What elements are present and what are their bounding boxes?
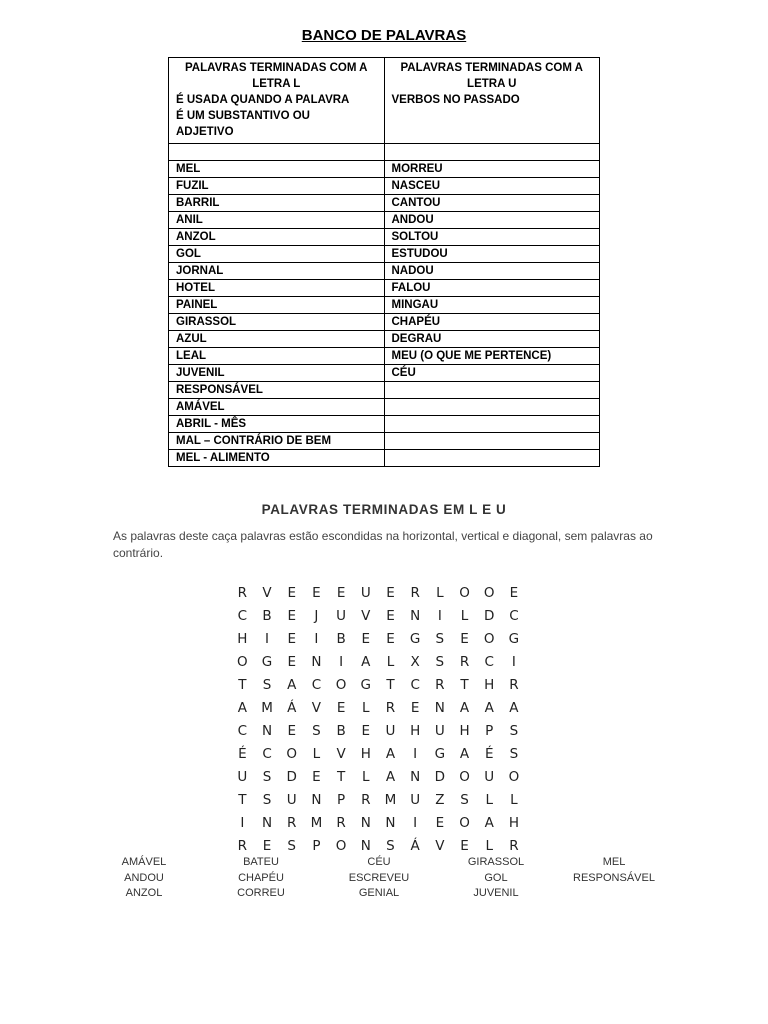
grid-row (230, 581, 526, 604)
word-letter-u: DEGRAU (384, 331, 600, 348)
grid-cell[interactable]: N (261, 814, 273, 831)
grid-cell[interactable]: Z (435, 791, 445, 808)
grid-cell[interactable]: S (509, 722, 519, 739)
grid-cell[interactable]: C (410, 676, 420, 693)
puzzle-title: PALAVRAS TERMINADAS EM L E U (261, 502, 507, 517)
grid-cell[interactable]: C (484, 653, 494, 670)
grid-cell[interactable]: B (336, 630, 346, 647)
grid-row (230, 811, 526, 834)
grid-cell[interactable]: X (410, 653, 420, 670)
word-letter-l: GOL (169, 246, 385, 263)
grid-cell[interactable]: P (485, 722, 494, 739)
grid-row (230, 788, 526, 811)
grid-cell[interactable]: A (509, 699, 519, 716)
grid-cell[interactable]: O (459, 584, 470, 601)
grid-row (230, 696, 526, 719)
grid-cell[interactable]: N (385, 814, 396, 831)
grid-cell[interactable]: L (312, 745, 321, 762)
word-letter-u: ESTUDOU (384, 246, 600, 263)
grid-cell[interactable]: L (362, 699, 370, 716)
grid-cell[interactable]: I (240, 814, 245, 831)
grid-cell[interactable]: E (460, 837, 469, 854)
grid-cell[interactable]: A (385, 745, 396, 762)
word-item: GOL (484, 871, 508, 884)
grid-cell[interactable]: N (360, 837, 371, 854)
grid-cell[interactable]: P (337, 791, 346, 808)
grid-row (230, 742, 526, 765)
table-row (169, 161, 600, 178)
word-item: RESPONSÁVEL (573, 871, 655, 884)
grid-cell[interactable]: N (434, 699, 445, 716)
table-row (169, 229, 600, 246)
word-letter-u: ANDOU (384, 212, 600, 229)
word-letter-u (384, 450, 600, 467)
table-row (169, 246, 600, 263)
grid-cell[interactable]: N (360, 814, 371, 831)
word-letter-l: JORNAL (169, 263, 385, 280)
word-letter-u (384, 399, 600, 416)
grid-cell[interactable]: L (362, 768, 370, 785)
grid-cell[interactable]: O (459, 768, 470, 785)
grid-cell[interactable]: E (336, 584, 346, 601)
grid-cell[interactable]: A (484, 814, 494, 831)
table-row (169, 450, 600, 467)
word-letter-l: ANIL (169, 212, 385, 229)
grid-cell[interactable]: S (262, 791, 272, 808)
word-item: AMÁVEL (121, 856, 167, 868)
grid-cell[interactable]: O (459, 814, 470, 831)
table-row (169, 280, 600, 297)
word-letter-l: MAL – CONTRÁRIO DE BEM (169, 433, 385, 450)
grid-cell[interactable]: E (287, 584, 296, 601)
grid-cell[interactable]: R (237, 837, 248, 854)
grid-row (230, 834, 526, 857)
word-letter-u: SOLTOU (384, 229, 600, 246)
word-letter-l: MEL - ALIMENTO (169, 450, 385, 467)
grid-cell[interactable]: A (361, 653, 371, 670)
grid-cell[interactable]: H (484, 676, 495, 693)
grid-cell[interactable]: E (287, 607, 296, 624)
grid-cell[interactable]: E (386, 584, 395, 601)
grid-cell[interactable]: E (386, 607, 395, 624)
grid-cell[interactable]: E (435, 814, 445, 831)
table-row (169, 399, 600, 416)
grid-cell[interactable]: O (508, 768, 520, 785)
grid-cell[interactable]: S (509, 745, 519, 762)
word-letter-u: CHAPÉU (384, 314, 600, 331)
grid-cell[interactable]: C (262, 745, 272, 762)
grid-cell[interactable]: E (460, 630, 469, 647)
grid-cell[interactable]: O (483, 584, 495, 601)
header-l-sub-3: ADJETIVO (176, 126, 234, 138)
word-item: MEL (602, 856, 626, 868)
word-item: GENIAL (358, 887, 400, 899)
grid-cell[interactable]: O (483, 630, 495, 647)
grid-cell[interactable]: T (386, 676, 395, 693)
grid-cell[interactable]: S (312, 722, 321, 739)
grid-cell[interactable]: R (336, 814, 346, 831)
word-letter-u: NADOU (384, 263, 600, 280)
header-u-sub: VERBOS NO PASSADO (391, 94, 520, 106)
word-letter-l: LEAL (169, 348, 385, 365)
grid-cell[interactable]: Á (410, 837, 420, 854)
grid-cell[interactable]: N (410, 768, 421, 785)
grid-cell[interactable]: U (360, 584, 371, 601)
word-letter-u: CÉU (384, 365, 600, 382)
grid-cell[interactable]: A (459, 745, 470, 762)
grid-cell[interactable]: B (336, 722, 346, 739)
header-u-title: PALAVRAS TERMINADAS COM A LETRA U (400, 62, 583, 90)
grid-cell[interactable]: H (508, 814, 519, 831)
word-letter-u: MEU (O QUE ME PERTENCE) (384, 348, 600, 365)
grid-cell[interactable]: N (410, 607, 421, 624)
grid-row (230, 627, 526, 650)
grid-cell[interactable]: G (434, 745, 446, 762)
word-letter-l: RESPONSÁVEL (169, 382, 385, 399)
word-letter-u: MORREU (384, 161, 600, 178)
grid-cell[interactable]: S (287, 837, 296, 854)
grid-cell[interactable]: U (336, 607, 347, 624)
grid-cell[interactable]: E (386, 630, 395, 647)
word-letter-l: AZUL (169, 331, 385, 348)
grid-cell[interactable]: I (339, 653, 344, 670)
grid-cell[interactable]: C (237, 722, 248, 739)
word-bank-table (168, 57, 600, 467)
word-letter-l: PAINEL (169, 297, 385, 314)
word-letter-l: ABRIL - MÊS (169, 416, 385, 433)
grid-cell[interactable]: H (237, 630, 248, 647)
table-header-row (169, 58, 600, 144)
grid-cell[interactable]: C (509, 607, 519, 624)
grid-cell[interactable]: G (409, 630, 421, 647)
grid-cell[interactable]: E (361, 630, 371, 647)
word-search-grid (230, 581, 526, 857)
grid-cell[interactable]: M (310, 814, 323, 831)
grid-cell[interactable]: O (335, 837, 347, 854)
grid-cell[interactable]: S (262, 676, 272, 693)
word-item: ESCREVEU (348, 871, 410, 884)
grid-cell[interactable]: A (237, 699, 247, 716)
table-row (169, 195, 600, 212)
grid-cell[interactable]: U (286, 791, 297, 808)
grid-cell[interactable]: I (413, 745, 418, 762)
table-row (169, 416, 600, 433)
header-letter-u (384, 58, 600, 144)
table-row (169, 365, 600, 382)
grid-cell[interactable]: N (261, 722, 273, 739)
table-row (169, 178, 600, 195)
grid-cell[interactable]: O (237, 653, 248, 670)
word-letter-u: CANTOU (384, 195, 600, 212)
word-letter-u (384, 433, 600, 450)
word-column (201, 855, 321, 902)
grid-cell[interactable]: L (485, 837, 493, 854)
grid-cell[interactable]: E (312, 584, 321, 601)
grid-cell[interactable]: H (410, 722, 421, 739)
grid-cell[interactable]: M (261, 699, 273, 716)
grid-cell[interactable]: G (360, 676, 372, 693)
grid-cell[interactable]: L (485, 791, 493, 808)
grid-cell[interactable]: S (435, 653, 445, 670)
grid-cell[interactable]: I (511, 653, 516, 670)
grid-cell[interactable]: D (484, 607, 495, 624)
word-letter-l: FUZIL (169, 178, 385, 195)
word-item: CÉU (367, 856, 391, 868)
grid-cell[interactable]: E (262, 837, 272, 854)
word-item: GIRASSOL (467, 856, 525, 868)
grid-cell[interactable]: N (311, 653, 322, 670)
grid-cell[interactable]: A (459, 699, 470, 716)
grid-cell[interactable]: M (384, 791, 397, 808)
grid-cell[interactable]: D (286, 768, 297, 785)
header-l-sub-1: É USADA QUANDO A PALAVRA (176, 94, 350, 106)
table-row (169, 144, 600, 161)
grid-cell[interactable]: E (287, 653, 296, 670)
grid-row (230, 650, 526, 673)
grid-cell[interactable]: U (484, 768, 495, 785)
grid-cell[interactable]: T (238, 676, 247, 693)
puzzle-instructions: As palavras deste caça palavras estão escondidas na horizontal, vertical e diagonal, sem palavras ao contrário. (113, 529, 653, 560)
word-item: BATEU (243, 856, 279, 868)
word-item: ANZOL (125, 887, 163, 899)
grid-row (230, 765, 526, 788)
grid-cell[interactable]: V (435, 837, 445, 854)
grid-cell[interactable]: E (336, 699, 346, 716)
grid-cell[interactable]: R (509, 837, 519, 854)
grid-cell[interactable]: E (287, 722, 296, 739)
word-letter-u (384, 416, 600, 433)
grid-cell[interactable]: J (314, 607, 319, 624)
grid-cell[interactable]: R (435, 676, 445, 693)
word-letter-l: ANZOL (169, 229, 385, 246)
grid-cell[interactable]: I (437, 607, 442, 624)
word-item: CHAPÉU (238, 871, 284, 884)
grid-cell[interactable]: L (460, 607, 469, 624)
header-l-title: PALAVRAS TERMINADAS COM A LETRA L (184, 62, 368, 90)
header-l-sub-2: É UM SUBSTANTIVO OU (176, 110, 310, 122)
grid-cell[interactable]: B (262, 607, 272, 624)
header-letter-l (169, 58, 385, 144)
word-letter-l (169, 144, 385, 161)
word-item: CORREU (237, 887, 285, 899)
grid-cell[interactable]: G (508, 630, 520, 647)
grid-cell[interactable]: V (311, 699, 322, 716)
grid-cell[interactable]: R (410, 584, 420, 601)
grid-cell[interactable]: D (434, 768, 446, 785)
grid-cell[interactable]: C (237, 607, 248, 624)
grid-cell[interactable]: H (459, 722, 470, 739)
word-letter-l: AMÁVEL (169, 399, 385, 416)
grid-cell[interactable]: T (460, 676, 469, 693)
word-letter-l: HOTEL (169, 280, 385, 297)
grid-cell[interactable]: L (386, 653, 395, 670)
word-item: JUVENIL (473, 887, 519, 899)
word-column (84, 855, 204, 902)
word-letter-u: FALOU (384, 280, 600, 297)
word-column (554, 855, 674, 886)
grid-cell[interactable]: T (238, 791, 247, 808)
word-letter-l: JUVENIL (169, 365, 385, 382)
word-column (319, 855, 439, 902)
grid-row (230, 604, 526, 627)
grid-cell[interactable]: E (361, 722, 371, 739)
table-row (169, 382, 600, 399)
grid-cell[interactable]: R (361, 791, 371, 808)
grid-cell[interactable]: E (509, 584, 519, 601)
grid-cell[interactable]: A (385, 768, 396, 785)
grid-cell[interactable]: N (311, 791, 322, 808)
grid-cell[interactable]: T (336, 768, 346, 785)
grid-cell[interactable]: O (335, 676, 347, 693)
table-row (169, 263, 600, 280)
grid-cell[interactable]: Á (287, 699, 297, 716)
grid-cell[interactable]: I (314, 630, 319, 647)
grid-cell[interactable]: S (460, 791, 469, 808)
table-row (169, 212, 600, 229)
grid-cell[interactable]: S (386, 837, 395, 854)
grid-cell[interactable]: H (360, 745, 371, 762)
grid-cell[interactable]: V (336, 745, 346, 762)
word-letter-l: GIRASSOL (169, 314, 385, 331)
grid-cell[interactable]: O (286, 745, 298, 762)
word-letter-l: MEL (169, 161, 385, 178)
table-row (169, 297, 600, 314)
grid-cell[interactable]: A (287, 676, 297, 693)
word-letter-u: NASCEU (384, 178, 600, 195)
grid-cell[interactable]: R (459, 653, 470, 670)
grid-cell[interactable]: É (484, 745, 494, 762)
grid-cell[interactable]: U (237, 768, 248, 785)
grid-cell[interactable]: I (265, 630, 270, 647)
table-row (169, 433, 600, 450)
page-title: BANCO DE PALAVRAS (301, 27, 467, 44)
table-row (169, 348, 600, 365)
table-row (169, 331, 600, 348)
grid-cell[interactable]: R (509, 676, 519, 693)
grid-cell[interactable]: S (262, 768, 272, 785)
grid-cell[interactable]: U (385, 722, 396, 739)
grid-cell[interactable]: L (510, 791, 518, 808)
word-letter-u: MINGAU (384, 297, 600, 314)
grid-cell[interactable]: P (312, 837, 321, 854)
grid-cell[interactable]: I (413, 814, 418, 831)
word-item: ANDOU (124, 871, 164, 884)
grid-row (230, 719, 526, 742)
grid-cell[interactable]: R (287, 814, 297, 831)
word-letter-l: BARRIL (169, 195, 385, 212)
grid-cell[interactable]: R (385, 699, 396, 716)
grid-cell[interactable]: E (410, 699, 420, 716)
grid-cell[interactable]: U (410, 791, 421, 808)
grid-cell[interactable]: E (312, 768, 321, 785)
grid-cell[interactable]: V (262, 584, 272, 601)
grid-cell[interactable]: A (484, 699, 494, 716)
word-letter-u (384, 382, 600, 399)
table-row (169, 314, 600, 331)
grid-cell[interactable]: V (361, 607, 371, 624)
grid-cell[interactable]: É (238, 745, 247, 762)
grid-cell[interactable]: E (287, 630, 296, 647)
grid-row (230, 673, 526, 696)
grid-cell[interactable]: L (436, 584, 444, 601)
word-letter-u (384, 144, 600, 161)
grid-cell[interactable]: C (311, 676, 322, 693)
word-column (436, 855, 556, 902)
grid-cell[interactable]: R (237, 584, 248, 601)
grid-cell[interactable]: S (435, 630, 445, 647)
grid-cell[interactable]: G (261, 653, 273, 670)
grid-cell[interactable]: U (434, 722, 445, 739)
